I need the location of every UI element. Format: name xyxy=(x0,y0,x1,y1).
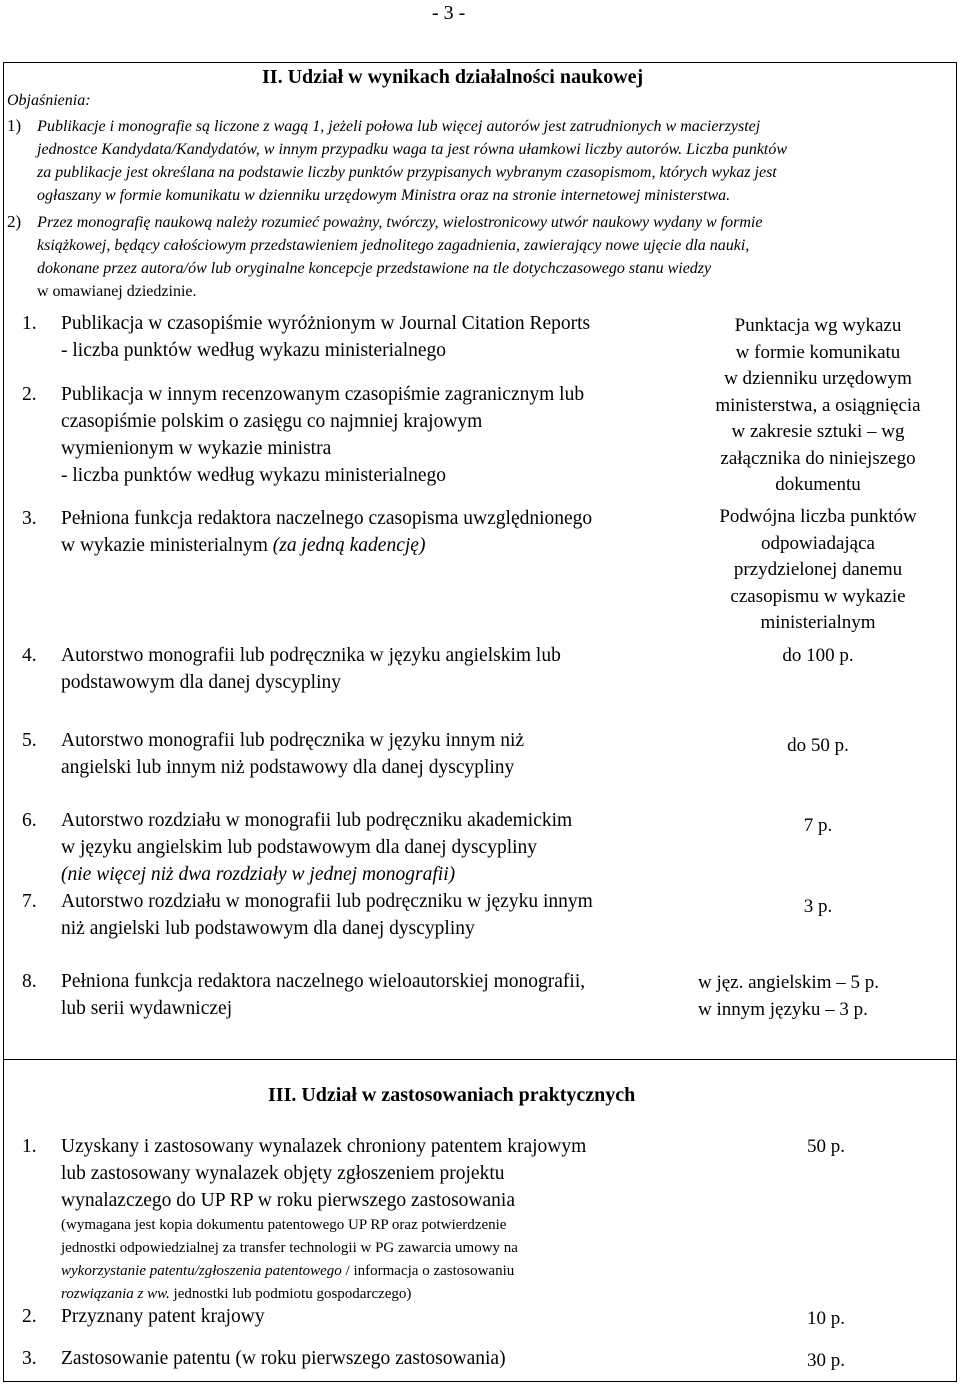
item-6 xyxy=(22,807,702,888)
practical-item-2 xyxy=(22,1303,702,1330)
item-line: wymienionym w wykazie ministra xyxy=(61,438,332,459)
item-line: Autorstwo rozdziału w monografii lub podręczniku akademickim xyxy=(61,810,573,831)
item-line: lub zastosowany wynalazek objęty zgłoszeniem projektu xyxy=(61,1163,505,1184)
item-line: Publikacja w innym recenzowanym czasopiśmie zagranicznym lub xyxy=(61,384,585,405)
item-small-line: wykorzystanie patentu/zgłoszenia patentowego xyxy=(61,1263,342,1279)
page-number: - 3 - xyxy=(432,2,466,24)
note-line: w omawianej dziedzinie. xyxy=(37,283,197,300)
points-line: w zakresie sztuki – wg xyxy=(731,421,905,442)
item-3 xyxy=(22,505,702,559)
item-number: 2. xyxy=(22,384,37,405)
points-item-7: 3 p. xyxy=(803,896,833,917)
note-line: jednostce Kandydata/Kandydatów, w innym przypadku waga ta jest równa ułamkowi liczby autorów. Liczba punktów xyxy=(37,141,788,158)
item-7 xyxy=(22,888,702,942)
item-line: angielski lub innym niż podstawowy dla danej dyscypliny xyxy=(61,757,515,778)
item-line: czasopiśmie polskim o zasięgu co najmniej krajowym xyxy=(61,411,483,432)
item-number: 5. xyxy=(22,730,37,751)
section-ii-heading: II. Udział w wynikach działalności naukowej xyxy=(262,66,644,88)
points-line: Podwójna liczba punktów xyxy=(719,506,917,527)
item-line: - liczba punktów według wykazu ministerialnego xyxy=(61,340,447,361)
item-number: 2. xyxy=(22,1306,37,1327)
points-item-6: 7 p. xyxy=(803,815,833,836)
note-line: dokonane przez autora/ów lub oryginalne koncepcje przedstawione na tle dotychczasowego stanu wiedzy xyxy=(37,260,712,277)
item-number: 4. xyxy=(22,645,37,666)
item-line: niż angielski lub podstawowym dla danej dyscypliny xyxy=(61,918,475,939)
item-line: wynalazczego do UP RP w roku pierwszego zastosowania xyxy=(61,1190,515,1211)
points-line: w formie komunikatu xyxy=(735,341,901,363)
points-line: w jęz. angielskim – 5 p. xyxy=(698,972,879,993)
practical-item-1 xyxy=(22,1133,702,1306)
item-number: 6. xyxy=(22,810,37,831)
item-line: podstawowym dla danej dyscypliny xyxy=(61,672,341,693)
points-item-4: do 100 p. xyxy=(782,645,854,666)
item-8 xyxy=(22,968,702,1022)
points-line: w innym języku – 3 p. xyxy=(698,998,868,1020)
note-1 xyxy=(7,114,953,207)
item-line: Uzyskany i zastosowany wynalazek chroniony patentem krajowym xyxy=(61,1136,587,1157)
item-number: 7. xyxy=(22,891,37,912)
item-number: 3. xyxy=(22,508,37,529)
item-5 xyxy=(22,727,702,781)
note-2 xyxy=(7,210,953,303)
item-number: 1. xyxy=(22,1136,37,1157)
section-iii-heading: III. Udział w zastosowaniach praktycznych xyxy=(268,1084,636,1106)
item-line: Autorstwo monografii lub podręcznika w języku innym niż xyxy=(61,730,525,751)
item-small-line: / informacja o zastosowaniu xyxy=(341,1263,515,1279)
item-number: 3. xyxy=(22,1348,37,1369)
points-line: w dzienniku urzędowym xyxy=(724,368,912,389)
item-line-note: (za jedną kadencję) xyxy=(272,535,426,556)
points-line: dokumentu xyxy=(775,474,861,495)
item-small-line: rozwiązania z ww. xyxy=(61,1286,170,1302)
item-line: Publikacja w czasopiśmie wyróżnionym w Journal Citation Reports xyxy=(61,313,591,334)
points-item-8 xyxy=(698,970,954,1023)
note-line: ogłaszany w formie komunikatu w dzienniku urzędowym Ministra oraz na stronie internetowej ministerstwa. xyxy=(37,187,731,204)
item-line: Pełniona funkcja redaktora naczelnego wieloautorskiej monografii, xyxy=(61,971,586,992)
note-line: Przez monografię naukową należy rozumieć poważny, twórczy, wielostronicowy utwór naukowy wydany w formie xyxy=(37,214,763,231)
item-line: Autorstwo rozdziału w monografii lub podręczniku w języku innym xyxy=(61,891,593,912)
note-line: za publikacje jest określana na podstawie liczby punktów przypisanych wybranym czasopismom, których wykaz jest xyxy=(37,164,777,181)
item-line: w języku angielskim lub podstawowym dla danej dyscypliny xyxy=(61,837,538,858)
item-line: lub serii wydawniczej xyxy=(61,998,233,1019)
points-item-5: do 50 p. xyxy=(787,735,849,756)
item-small-line: jednostki odpowiedzialnej za transfer technologii w PG zawarcia umowy na xyxy=(61,1240,518,1256)
points-item-3 xyxy=(690,504,946,637)
note-number: 2) xyxy=(7,212,22,231)
points-line: przydzielonej danemu xyxy=(733,559,903,580)
explanations-label: Objaśnienia: xyxy=(7,92,91,109)
item-line: Przyznany patent krajowy xyxy=(61,1306,265,1327)
points-line: Punktacja wg wykazu xyxy=(734,315,902,336)
item-small-line: jednostki lub podmiotu gospodarczego) xyxy=(169,1286,412,1302)
note-number: 1) xyxy=(7,116,22,135)
points-practical-2: 10 p. xyxy=(807,1308,845,1329)
practical-item-3 xyxy=(22,1345,702,1372)
points-practical-1: 50 p. xyxy=(807,1136,845,1157)
item-line: w wykazie ministerialnym xyxy=(61,535,273,556)
points-line: ministerstwa, a osiągnięcia xyxy=(715,394,921,416)
item-small-line: (wymagana jest kopia dokumentu patentowego UP RP oraz potwierdzenie xyxy=(61,1217,507,1233)
item-line: - liczba punktów według wykazu ministerialnego xyxy=(61,465,447,486)
note-line: Publikacje i monografie są liczone z wagą 1, jeżeli połowa lub więcej autorów jest zatrudnionych w macierzystej xyxy=(37,118,761,135)
note-line: książkowej, będący całościowym przedstawieniem jednolitego zagadnienia, zawierający nowe ujęcie dla nauki, xyxy=(37,237,750,254)
points-items-1-2 xyxy=(690,313,946,499)
item-line-note: (nie więcej niż dwa rozdziały w jednej monografii) xyxy=(61,864,456,885)
item-number: 1. xyxy=(22,313,37,334)
item-line: Zastosowanie patentu (w roku pierwszego zastosowania) xyxy=(61,1348,506,1369)
item-number: 8. xyxy=(22,971,37,992)
points-line: ministerialnym xyxy=(760,612,876,633)
points-practical-3: 30 p. xyxy=(807,1350,845,1371)
item-2 xyxy=(22,381,702,489)
item-line: Autorstwo monografii lub podręcznika w języku angielskim lub xyxy=(61,645,561,666)
item-4 xyxy=(22,642,702,696)
points-line: czasopismu w wykazie xyxy=(730,585,906,607)
points-line: odpowiadająca xyxy=(761,532,875,554)
item-line: Pełniona funkcja redaktora naczelnego czasopisma uwzględnionego xyxy=(61,508,593,529)
points-line: załącznika do niniejszego xyxy=(720,447,916,469)
item-1 xyxy=(22,310,702,364)
